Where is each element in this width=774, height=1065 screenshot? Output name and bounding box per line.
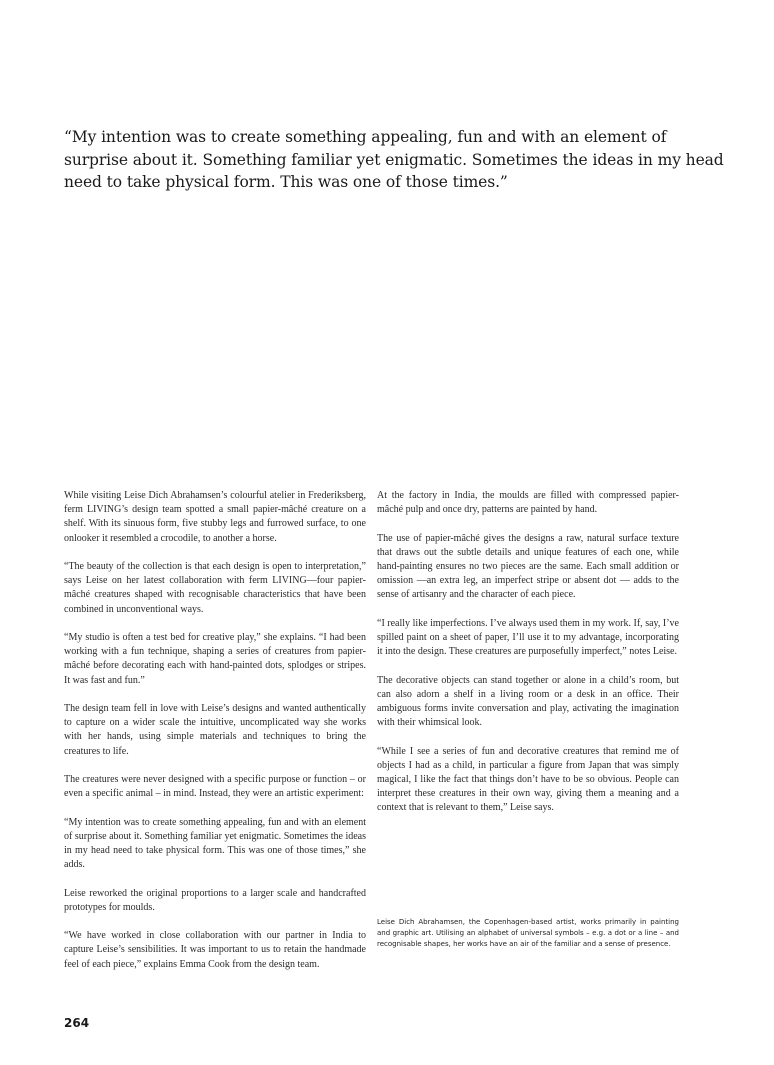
photo-caption: Leise Dich Abrahamsen, the Copenhagen-based artist, works primarily in painting and graphic art. Utilising an alphabet of universal symbols – e.g. a dot or a line – and recognisable shapes, her works have an air of the familiar and a sense of presence. bbox=[377, 918, 679, 948]
pull-quote: “My intention was to create something appealing, fun and with an element of surprise about it. Something familiar yet enigmatic. Sometimes the ideas in my head need to take physical form. This was one of those times.” bbox=[64, 128, 724, 191]
paragraph: “My studio is often a test bed for creative play,” she explains. “I had been working with a fun technique, shaping a series of creatures from papier-mâché before decorating each with hand-painted dots, splodges or stripes. It was fast and fun.” bbox=[64, 632, 366, 686]
paragraph: “While I see a series of fun and decorative creatures that remind me of objects I had as a child, in particular a figure from Japan that was simply magical, I like the fact that things don’t have to be so obvious. People can interpret these creatures in their own way, giving them a meaning and a context that is relevant to them,” Leise says. bbox=[377, 745, 679, 814]
paragraph: The decorative objects can stand together or alone in a child’s room, but can also adorn a shelf in a living room or a desk in an office. Their ambiguous forms invite conversation and play, activating the imagination with their whimsical look. bbox=[377, 674, 679, 729]
paragraph: While visiting Leise Dich Abrahamsen’s colourful atelier in Frederiksberg, ferm LIVING’s design team spotted a small papier-mâché creature on a shelf. With its sinuous form, five stubby legs and furrowed surface, to one onlooker it resembled a crocodile, to another a horse. bbox=[64, 490, 366, 544]
paragraph: “My intention was to create something appealing, fun and with an element of surprise about it. Something familiar yet enigmatic. Sometimes the ideas in my head need to take physical form. This was one of those times,” she adds. bbox=[64, 816, 366, 871]
paragraph: “The beauty of the collection is that each design is open to interpretation,” says Leise on her latest collaboration with ferm LIVING—four papier-mâché creatures shaped with recognisable characteristics that have been combined in unconventional ways. bbox=[64, 561, 366, 615]
article-column-right bbox=[377, 489, 679, 830]
paragraph: Leise reworked the original proportions to a larger scale and handcrafted prototypes for moulds. bbox=[64, 887, 366, 913]
article-column-left bbox=[64, 489, 366, 986]
paragraph: “I really like imperfections. I’ve always used them in my work. If, say, I’ve spilled paint on a sheet of paper, I’ll use it to my advantage, incorporating it into the design. These creatures are purposefully imperfect,” notes Leise. bbox=[377, 617, 679, 658]
paragraph: The design team fell in love with Leise’s designs and wanted authentically to capture on a wider scale the intuitive, uncomplicated way she works with her hands, using simple materials and techniques to bring the creatures to life. bbox=[64, 703, 366, 757]
paragraph: The use of papier-mâché gives the designs a raw, natural surface texture that draws out the subtle details and unique features of each one, while hand-painting ensures no two pieces are the same. Each small addition or omission —an extra leg, an imperfect stripe or absent dot — adds to the sense of artisanry and the character of each piece. bbox=[377, 532, 679, 601]
paragraph: The creatures were never designed with a specific purpose or function – or even a specific animal – in mind. Instead, they were an artistic experiment: bbox=[64, 774, 366, 800]
paragraph: “We have worked in close collaboration with our partner in India to capture Leise’s sensibilities. It was important to us to retain the handmade feel of each piece,” explains Emma Cook from the design team. bbox=[64, 930, 366, 970]
page-number: 264 bbox=[64, 1016, 90, 1030]
paragraph: At the factory in India, the moulds are filled with compressed papier-mâché pulp and once dry, patterns are painted by hand. bbox=[377, 490, 679, 516]
